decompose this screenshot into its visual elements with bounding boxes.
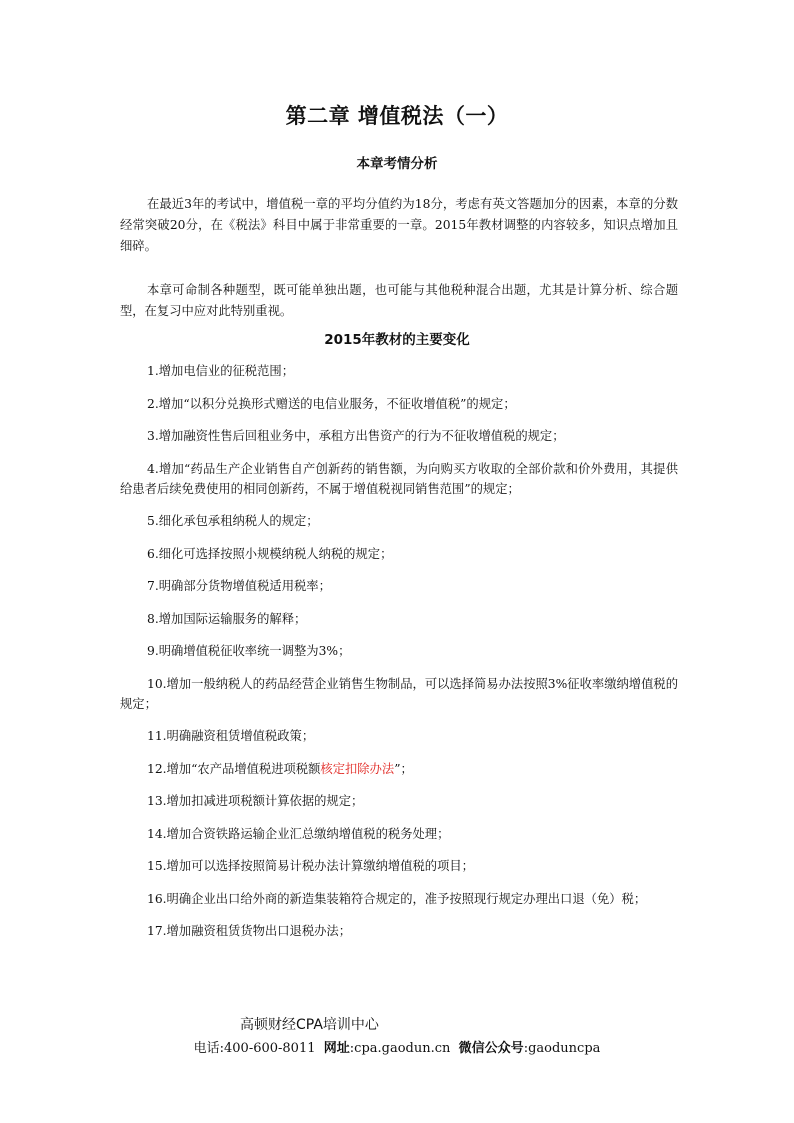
list-item: 3.增加融资性售后回租业务中，承租方出售资产的行为不征收增值税的规定； — [147, 429, 565, 443]
phone-label: 电话 — [193, 1041, 220, 1056]
highlighted-text: 核定扣除办法 — [320, 761, 395, 776]
list-item: 2.增加“以积分兑换形式赠送的电信业服务，不征收增值税”的规定； — [147, 396, 516, 411]
list-item: 5.细化承包承租纳税人的规定； — [147, 514, 319, 528]
footer-contact — [0, 1037, 794, 1056]
list-item: 15.增加可以选择按照简易计税办法计算缴纳增值税的项目； — [147, 859, 474, 873]
list-item: 16.明确企业出口给外商的新造集装箱符合规定的，准予按照现行规定办理出口退（免）税； — [147, 891, 647, 906]
list-item: 1.增加电信业的征税范围； — [147, 364, 294, 378]
list-item: 9.明确增值税征收率统一调整为3%； — [147, 644, 351, 658]
list-item: 10.增加一般纳税人的药品经营企业销售生物制品，可以选择简易办法按照3%征收率缴纳增值税的规定； — [120, 676, 678, 711]
phone-value: :400-600-8011 — [219, 1041, 316, 1056]
website-label: 网址 — [323, 1041, 350, 1056]
section-heading-exam-analysis: 本章考情分析 — [356, 156, 438, 172]
website-value: :cpa.gaodun.cn — [349, 1041, 451, 1056]
wechat-label: 微信公众号 — [458, 1041, 524, 1056]
changes-list — [120, 361, 678, 954]
list-item: 11.明确融资租赁增值税政策； — [147, 729, 315, 743]
list-item: 17.增加融资租赁货物出口退税办法； — [147, 924, 352, 938]
list-item-12 — [120, 759, 678, 779]
chapter-title: 第二章 增值税法（一） — [285, 104, 509, 128]
paragraph: 在最近3年的考试中，增值税一章的平均分值约为18分，考虑有英文答题加分的因素，本章的分数经常突破20分，在《税法》科目中属于非常重要的一章。2015年教材调整的内容较多，知识点增加且细碎。 — [120, 197, 678, 254]
list-item: 13.增加扣减进项税额计算依据的规定； — [147, 794, 364, 808]
footer-organization: 高顿财经CPA培训中心 — [240, 1017, 379, 1033]
list-item: 8.增加国际运输服务的解释； — [147, 611, 307, 626]
wechat-value: :gaoduncpa — [523, 1041, 601, 1056]
list-item: 7.明确部分货物增值税适用税率； — [147, 579, 331, 593]
paragraph: 本章可命制各种题型，既可能单独出题，也可能与其他税种混合出题，尤其是计算分析、综合题型，在复习中应对此特别重视。 — [120, 283, 678, 319]
list-item-tail: ”； — [394, 761, 413, 776]
list-item: 4.增加“药品生产企业销售自产创新药的销售额，为向购买方收取的全部价款和价外费用，其提供给患者后续免费使用的相同创新药，不属于增值税视同销售范围”的规定； — [120, 461, 678, 496]
list-item: 14.增加合资铁路运输企业汇总缴纳增值税的税务处理； — [147, 826, 450, 841]
list-item-text: 12.增加“农产品增值税进项税额 — [147, 761, 321, 776]
list-item: 6.细化可选择按照小规模纳税人纳税的规定； — [147, 546, 393, 561]
section-heading-textbook-changes: 2015年教材的主要变化 — [324, 332, 470, 348]
